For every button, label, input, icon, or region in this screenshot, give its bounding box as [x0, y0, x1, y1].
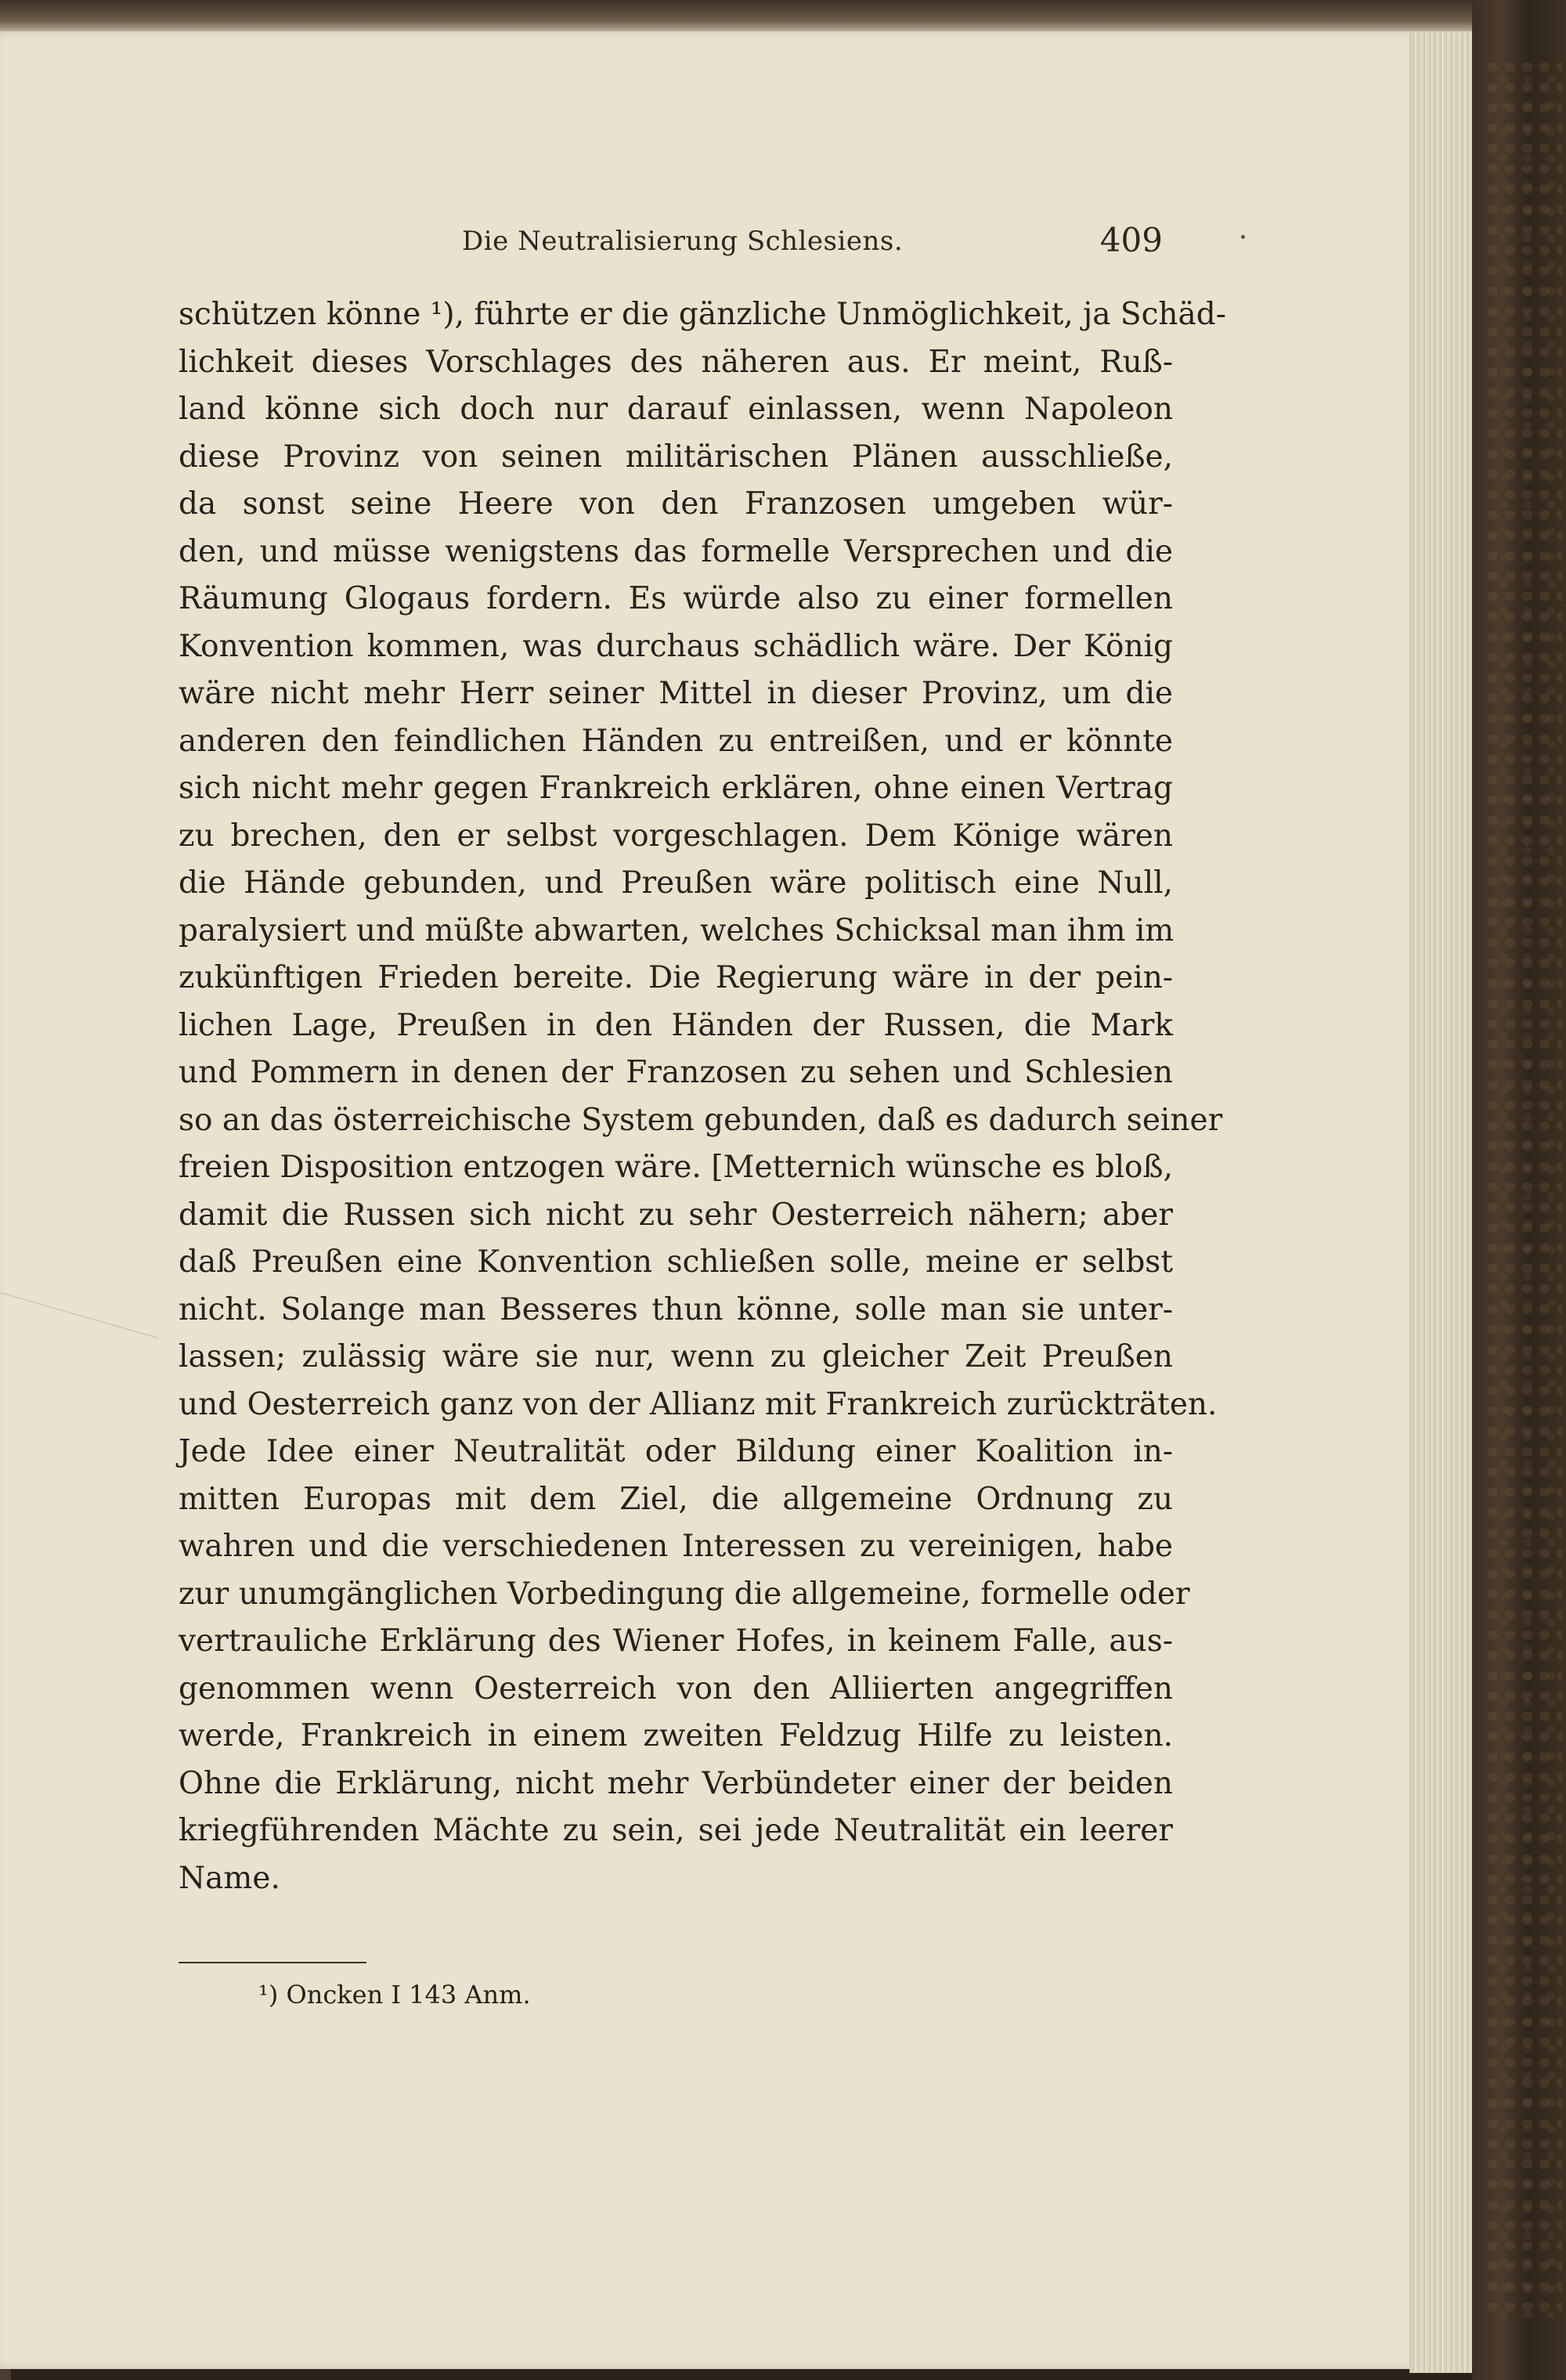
text-line: paralysiert und müßte abwarten, welches Schicksal man ihm im: [179, 912, 1174, 948]
printing-speck: [1241, 235, 1245, 239]
text-line: Konvention kommen, was durchaus schädlich wäre. Der König: [179, 628, 1173, 664]
page-header: [180, 221, 1163, 268]
text-line: wahren und die verschiedenen Interessen zu vereinigen, habe: [179, 1529, 1173, 1564]
text-line: und Oesterreich ganz von der Allianz mit Frankreich zurückträten.: [179, 1386, 1218, 1422]
text-line: anderen den feindlichen Händen zu entreißen, und er könnte: [179, 723, 1173, 759]
text-line: sich nicht mehr gegen Frankreich erklären, ohne einen Vertrag: [179, 771, 1173, 806]
text-line: lichen Lage, Preußen in den Händen der Russen, die Mark: [179, 1007, 1173, 1043]
text-line: damit die Russen sich nicht zu sehr Oesterreich nähern; aber: [179, 1197, 1173, 1233]
page-number: 409: [1099, 221, 1163, 259]
text-line: kriegführenden Mächte zu sein, sei jede Neutralität ein leerer: [179, 1813, 1173, 1848]
footnote-rule: [179, 1962, 366, 1963]
text-line: wäre nicht mehr Herr seiner Mittel in dieser Provinz, um die: [179, 676, 1173, 711]
text-line: lichkeit dieses Vorschlages des näheren aus. Er meint, Ruß-: [179, 344, 1173, 380]
text-line: den, und müsse wenigstens das formelle Versprechen und die: [179, 533, 1173, 569]
footnote: [258, 1980, 531, 2010]
text-line: Jede Idee einer Neutralität oder Bildung einer Koalition in-: [179, 1434, 1173, 1469]
text-line: nicht. Solange man Besseres thun könne, solle man sie unter-: [179, 1291, 1173, 1327]
text-line: genommen wenn Oesterreich von den Alliierten angegriffen: [179, 1670, 1173, 1706]
text-line: freien Disposition entzogen wäre. [Metternich wünsche es bloß,: [179, 1150, 1173, 1185]
text-line: Name.: [179, 1860, 280, 1896]
text-line: zur unumgänglichen Vorbedingung die allgemeine, formelle oder: [179, 1576, 1190, 1612]
text-line: da sonst seine Heere von den Franzosen umgeben wür-: [179, 486, 1173, 522]
text-line: schützen könne ¹), führte er die gänzliche Unmöglichkeit, ja Schäd-: [179, 297, 1226, 332]
text-line: Räumung Glogaus fordern. Es würde also zu einer formellen: [179, 581, 1173, 616]
text-line: Ohne die Erklärung, nicht mehr Verbündeter einer der beiden: [179, 1765, 1173, 1801]
text-line: lassen; zulässig wäre sie nur, wenn zu gleicher Zeit Preußen: [179, 1339, 1173, 1374]
text-line: so an das österreichische System gebunden, daß es dadurch seiner: [179, 1102, 1223, 1138]
text-line: die Hände gebunden, und Preußen wäre politisch eine Null,: [179, 865, 1173, 901]
body-text: [179, 291, 1226, 1902]
footnote-marker: ¹): [258, 1980, 279, 2010]
running-title: Die Neutralisierung Schlesiens.: [462, 226, 904, 257]
text-line: diese Provinz von seinen militärischen Plänen ausschließe,: [179, 439, 1173, 475]
footnote-text: Oncken I 143 Anm.: [286, 1980, 531, 2010]
text-line: und Pommern in denen der Franzosen zu sehen und Schlesien: [179, 1055, 1173, 1090]
text-line: vertrauliche Erklärung des Wiener Hofes, in keinem Falle, aus-: [179, 1623, 1173, 1659]
text-line: werde, Frankreich in einem zweiten Feldzug Hilfe zu leisten.: [179, 1718, 1173, 1753]
cover-marbling: [1488, 63, 1562, 2318]
text-line: daß Preußen eine Konvention schließen solle, meine er selbst: [179, 1244, 1173, 1280]
text-line: mitten Europas mit dem Ziel, die allgemeine Ordnung zu: [179, 1481, 1173, 1517]
text-line: zu brechen, den er selbst vorgeschlagen. Dem Könige wären: [179, 818, 1173, 854]
text-line: zukünftigen Frieden bereite. Die Regierung wäre in der pein-: [179, 960, 1173, 995]
text-line: land könne sich doch nur darauf einlassen, wenn Napoleon: [179, 392, 1173, 427]
